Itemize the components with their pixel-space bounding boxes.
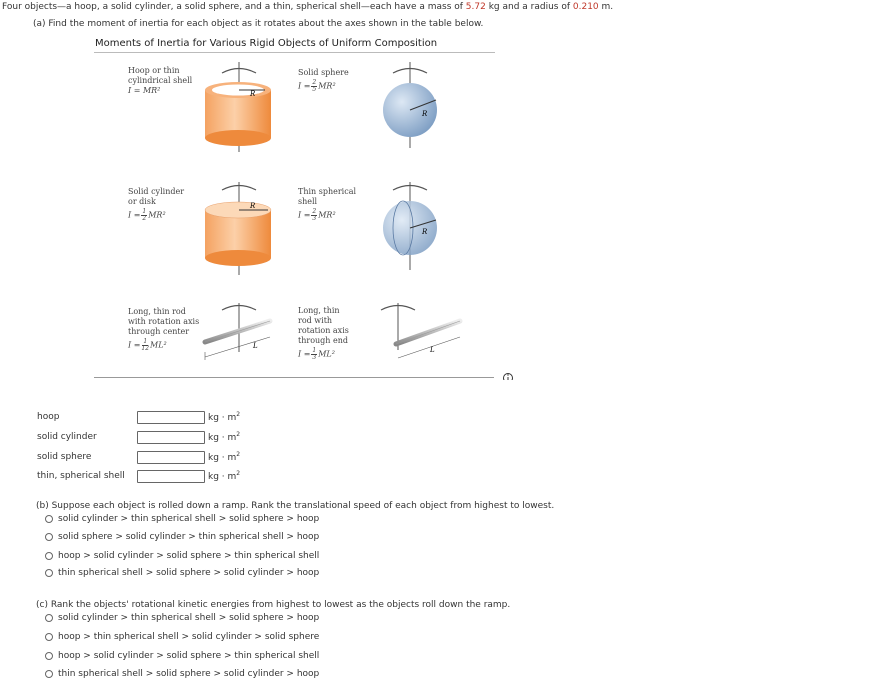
radio-button[interactable]	[45, 633, 53, 641]
radio-button[interactable]	[45, 652, 53, 660]
rod-end-desc: Long, thin rod with rotation axis through end I = $\frac{1}{3}$ ML²	[298, 306, 349, 361]
info-icon	[504, 374, 513, 381]
row-label-solid-cylinder: solid cylinder	[37, 432, 97, 442]
part-c-prompt: (c) Rank the objects' rotational kinetic energies from highest to lowest as the objects roll down the ramp.	[36, 600, 511, 610]
cylinder-desc: Solid cylinder or disk I = $\frac{1}{2}$ MR²	[128, 187, 185, 222]
radio-button[interactable]	[45, 533, 53, 541]
hoop-answer-input[interactable]	[137, 411, 205, 424]
radio-button[interactable]	[45, 670, 53, 678]
part-b-prompt: (b) Suppose each object is rolled down a ramp. Rank the translational speed of each object from highest to lowest.	[36, 501, 555, 511]
rod-center-figure	[205, 303, 270, 360]
part-a-prompt: (a) Find the moment of inertia for each object as it rotates about the axes shown in the table below.	[33, 19, 484, 29]
unit-label: kg · $m^2$	[208, 411, 241, 423]
part-b-option[interactable]: thin spherical shell > solid sphere > solid cylinder > hoop	[45, 568, 319, 578]
solid-sphere-answer-input[interactable]	[137, 451, 205, 464]
row-label-hoop: hoop	[37, 412, 60, 422]
part-c-option[interactable]: thin spherical shell > solid sphere > solid cylinder > hoop	[45, 669, 319, 679]
unit-label: kg · $m^2$	[208, 470, 241, 482]
row-label-solid-sphere: solid sphere	[37, 452, 92, 462]
radius-value: 0.210	[572, 2, 599, 12]
rod-center-length-label: L	[253, 342, 258, 350]
part-c-option[interactable]: hoop > thin spherical shell > solid cylinder > solid sphere	[45, 632, 319, 642]
hoop-figure	[205, 62, 271, 152]
mass-value: 5.72	[465, 2, 486, 12]
radio-button[interactable]	[45, 569, 53, 577]
cylinder-figure	[205, 182, 271, 275]
shell-radius-label: R	[422, 228, 428, 236]
thin-shell-answer-input[interactable]	[137, 470, 205, 483]
part-c-option[interactable]: hoop > solid cylinder > solid sphere > thin spherical shell	[45, 651, 319, 661]
solid-cylinder-answer-input[interactable]	[137, 431, 205, 444]
hoop-radius-label: R	[250, 90, 256, 98]
thin-shell-desc: Thin spherical shell I = $\frac{2}{3}$ MR²	[298, 187, 357, 222]
sphere-radius-label: R	[422, 110, 428, 118]
solid-sphere-desc: Solid sphere I = $\frac{2}{5}$ MR²	[298, 68, 349, 93]
part-b-option[interactable]: hoop > solid cylinder > solid sphere > thin spherical shell	[45, 551, 319, 561]
row-label-thin-spherical-shell: thin, spherical shell	[37, 471, 125, 481]
solid-sphere-figure	[383, 62, 437, 148]
rod-end-figure	[396, 303, 460, 358]
radio-button[interactable]	[45, 552, 53, 560]
radio-button[interactable]	[45, 515, 53, 523]
radio-button[interactable]	[45, 614, 53, 622]
rod-end-length-label: L	[430, 346, 435, 354]
part-c-option[interactable]: solid cylinder > thin spherical shell > solid sphere > hoop	[45, 613, 319, 623]
thin-shell-figure	[383, 182, 437, 270]
rod-center-desc: Long, thin rod with rotation axis through center I = $\frac{1}{12}$ ML²	[128, 307, 200, 352]
problem-intro: Four objects—a hoop, a solid cylinder, a solid sphere, and a thin, spherical shell—each have a mass of 5.72 kg and a radius of 0.210 m.	[2, 2, 614, 12]
table-title: Moments of Inertia for Various Rigid Objects of Uniform Composition	[95, 38, 438, 49]
part-b-option[interactable]: solid sphere > solid cylinder > thin spherical shell > hoop	[45, 532, 319, 542]
part-b-option[interactable]: solid cylinder > thin spherical shell > solid sphere > hoop	[45, 514, 319, 524]
unit-label: kg · $m^2$	[208, 451, 241, 463]
hoop-desc: Hoop or thin cylindrical shell I = MR²	[128, 66, 193, 95]
unit-label: kg · $m^2$	[208, 431, 241, 443]
cylinder-radius-label: R	[250, 202, 256, 210]
